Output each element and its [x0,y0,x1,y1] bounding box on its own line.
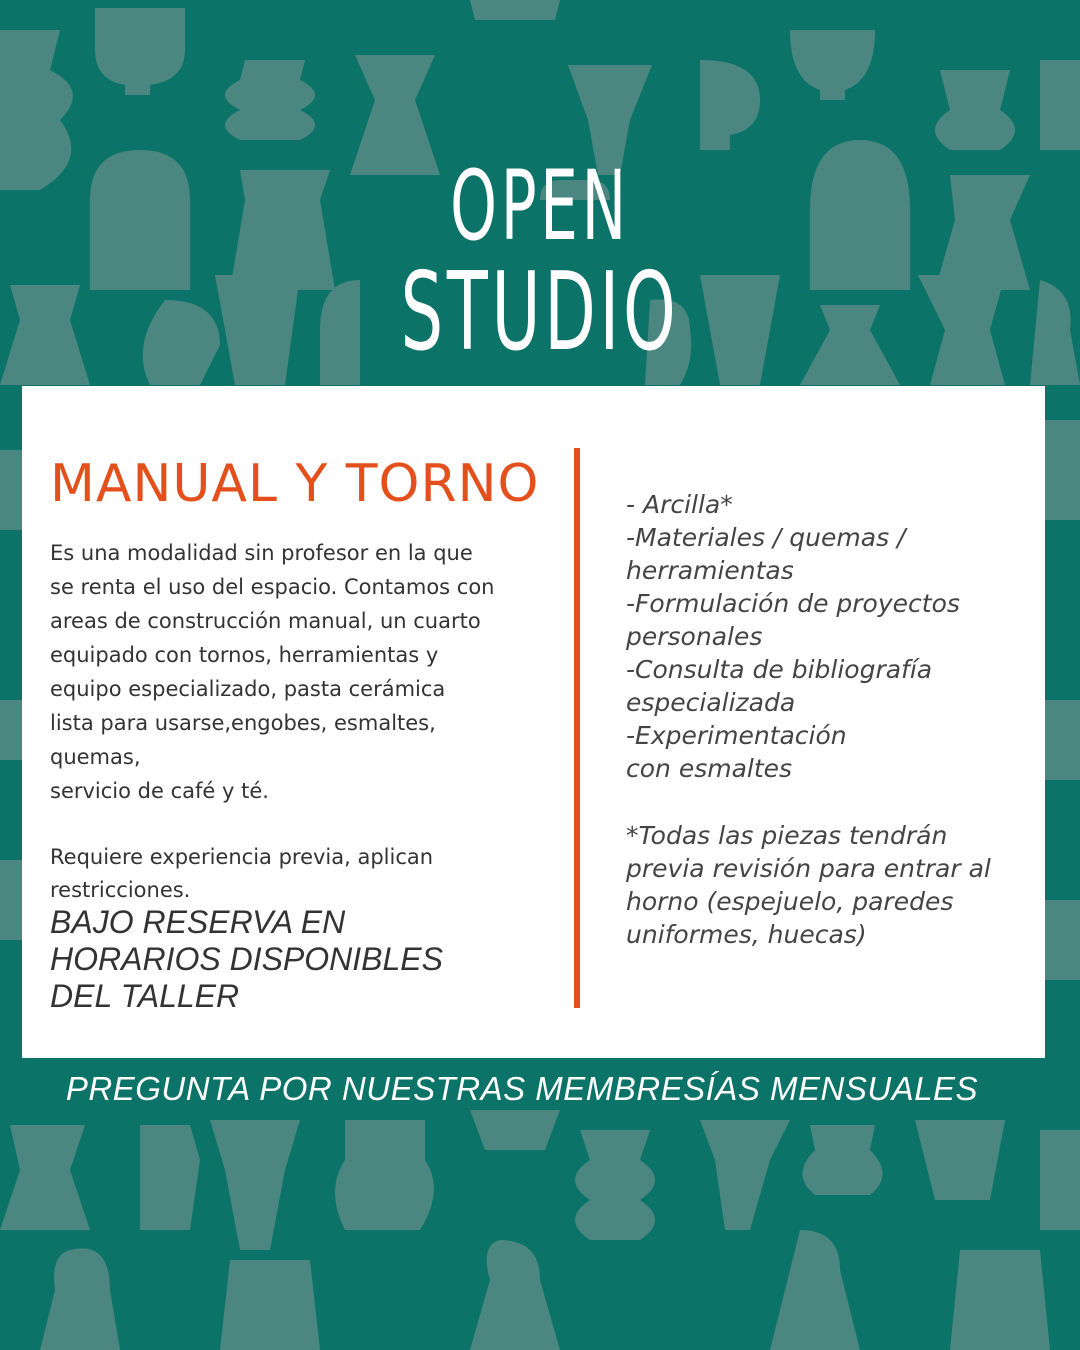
list-item: - Arcilla* [626,490,733,519]
card-requirement: Requiere experiencia previa, aplican restricciones. [50,845,434,902]
list-item: -Experimentación con esmaltes [626,721,847,783]
vertical-divider [574,448,580,1008]
list-item: -Consulta de bibliografía especializada [626,655,933,717]
card-reservation: BAJO RESERVA EN HORARIOS DISPONIBLES DEL TALLER [50,904,443,1014]
title-studio: STUDIO [400,250,680,375]
list-item: -Materiales / quemas / herramientas [626,523,906,585]
list-item: -Formulación de proyectos personales [626,589,960,651]
footer-membership: PREGUNTA POR NUESTRAS MEMBRESÍAS MENSUALES [65,1070,979,1107]
includes-list [626,488,1026,785]
title-open: OPEN [450,150,630,262]
card-note: *Todas las piezas tendrán previa revisión para entrar al horno (espejuelo, paredes uniformes, huecas) [626,821,991,949]
info-card [22,386,1045,1058]
card-description: Es una modalidad sin profesor en la que se renta el uso del espacio. Contamos con areas de construcción manual, un cuarto equipado con tornos, herramientas y equipo especializado, pasta cerámica lista para usarse,engobes, esmaltes, quemas, servicio de café y té. [50,541,495,803]
card-heading: MANUAL Y TORNO [50,454,540,514]
